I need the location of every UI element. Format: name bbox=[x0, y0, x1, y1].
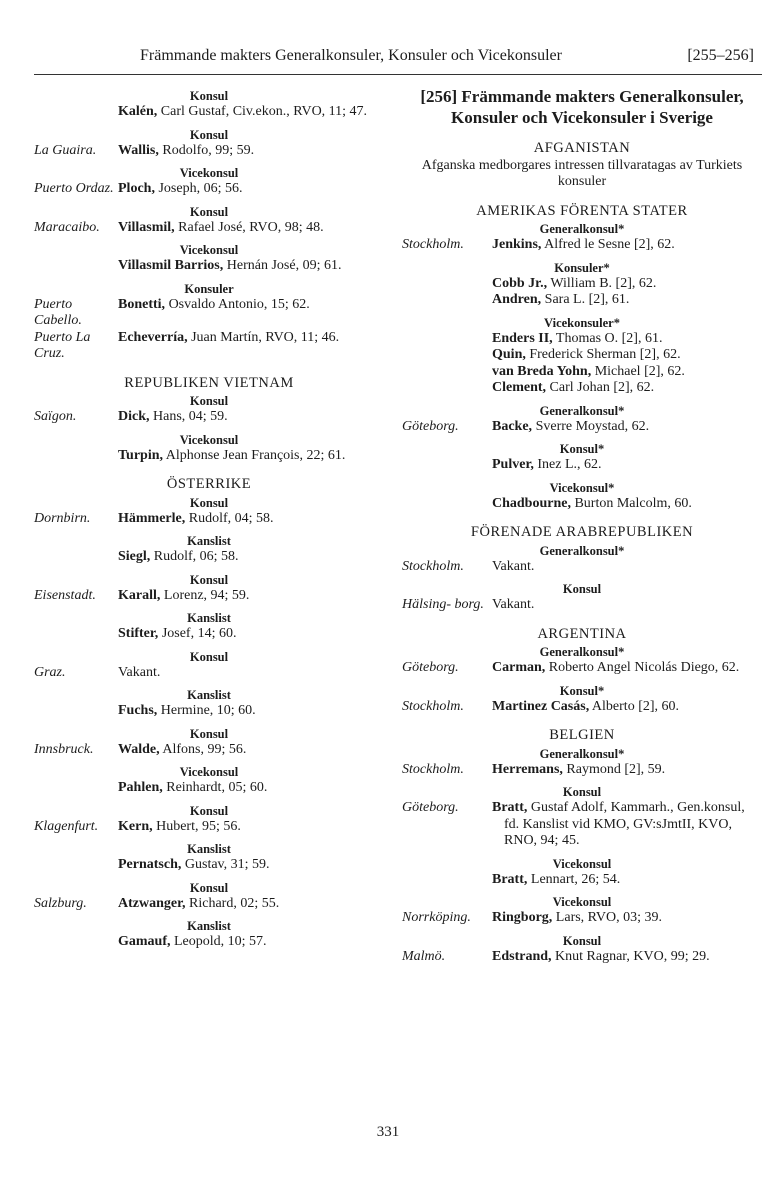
person-line bbox=[118, 742, 384, 759]
country-heading: ÖSTERRIKE bbox=[166, 476, 252, 492]
role-label: Konsuler bbox=[184, 281, 234, 296]
person-line bbox=[118, 258, 384, 275]
person-surname: Turpin, bbox=[118, 447, 164, 463]
right-column bbox=[402, 86, 762, 965]
person-details: Vakant. bbox=[492, 597, 535, 612]
country-heading: AMERIKAS FÖRENTA STATER bbox=[476, 202, 688, 219]
person-list bbox=[492, 237, 762, 254]
person-list bbox=[492, 910, 762, 927]
role-label: Vicekonsul bbox=[179, 765, 239, 779]
person-list bbox=[118, 934, 384, 951]
left-column bbox=[34, 86, 384, 951]
person-list bbox=[118, 409, 384, 426]
role-label: Vicekonsuler* bbox=[544, 315, 620, 330]
person-surname: Wallis, bbox=[118, 142, 159, 158]
country-heading: FÖRENADE ARABREPUBLIKEN bbox=[470, 524, 694, 540]
place-name: Salzburg. bbox=[34, 895, 87, 911]
directory-entry bbox=[34, 104, 384, 121]
person-list bbox=[492, 331, 762, 397]
role-label: Konsul bbox=[189, 572, 229, 587]
person-details: Osvaldo Antonio, 15; 62. bbox=[165, 296, 310, 312]
person-surname: Enders II, bbox=[492, 330, 553, 346]
directory-entry bbox=[34, 819, 384, 836]
person-list bbox=[118, 511, 384, 528]
person-details: Sara L. [2], 61. bbox=[541, 292, 630, 307]
directory-entry bbox=[34, 258, 384, 275]
person-list bbox=[118, 220, 384, 237]
person-surname: Villasmil, bbox=[118, 219, 175, 235]
directory-entry bbox=[34, 330, 384, 363]
person-line bbox=[118, 297, 384, 314]
role-label: Kanslist bbox=[187, 534, 231, 548]
person-list bbox=[492, 800, 762, 850]
role-label: Konsul bbox=[562, 785, 602, 799]
place-name: Göteborg. bbox=[402, 418, 459, 434]
place-name: Stockholm. bbox=[402, 761, 464, 777]
person-details: Carl Johan [2], 62. bbox=[546, 380, 655, 395]
person-details: Vakant. bbox=[492, 558, 535, 574]
person-list bbox=[492, 559, 762, 576]
place-name: Göteborg. bbox=[402, 800, 459, 815]
person-surname: Echeverría, bbox=[118, 329, 188, 345]
person-list bbox=[118, 297, 384, 314]
person-surname: Pahlen, bbox=[118, 780, 163, 795]
person-details: Sverre Moystad, 62. bbox=[532, 418, 650, 434]
person-details: Alberto [2], 60. bbox=[589, 698, 680, 714]
directory-entry bbox=[34, 742, 384, 759]
role-label: Konsuler* bbox=[554, 260, 610, 275]
place-name: Stockholm. bbox=[402, 558, 464, 574]
person-line bbox=[492, 419, 762, 436]
role-label: Konsul* bbox=[559, 683, 605, 698]
person-surname: Fuchs, bbox=[118, 703, 158, 718]
directory-entry bbox=[402, 660, 762, 677]
person-line bbox=[492, 331, 762, 348]
role-label: Konsul bbox=[189, 394, 229, 408]
person-line bbox=[492, 559, 762, 576]
role-label: Konsul bbox=[189, 726, 229, 741]
person-details: Hernán José, 09; 61. bbox=[223, 258, 342, 273]
person-list bbox=[492, 419, 762, 436]
person-details: Frederick Sherman [2], 62. bbox=[525, 347, 681, 362]
person-surname: Siegl, bbox=[118, 549, 151, 564]
person-details: Rudolf, 06; 58. bbox=[150, 549, 239, 564]
role-label: Generalkonsul* bbox=[539, 746, 625, 761]
person-details: Hermine, 10; 60. bbox=[157, 703, 256, 718]
country-heading: AFGANISTAN bbox=[533, 140, 631, 156]
person-line bbox=[118, 857, 384, 874]
person-surname: Bratt, bbox=[492, 800, 528, 815]
person-line bbox=[118, 588, 384, 605]
person-line bbox=[492, 364, 762, 381]
place-name: Eisenstadt. bbox=[34, 587, 96, 603]
person-surname: Jenkins, bbox=[492, 237, 542, 252]
person-surname: Atzwanger, bbox=[118, 895, 186, 911]
person-list bbox=[118, 819, 384, 836]
person-list bbox=[118, 104, 384, 121]
person-line bbox=[118, 104, 384, 121]
person-list bbox=[492, 496, 762, 513]
person-list bbox=[118, 448, 384, 465]
person-list bbox=[118, 143, 384, 160]
person-details: Lennart, 26; 54. bbox=[527, 871, 621, 887]
person-list bbox=[492, 660, 762, 677]
directory-entry bbox=[34, 448, 384, 465]
person-details: Joseph, 06; 56. bbox=[154, 181, 243, 196]
directory-entry bbox=[34, 549, 384, 566]
country-heading: ARGENTINA bbox=[537, 625, 627, 642]
person-line bbox=[118, 448, 384, 465]
person-list bbox=[492, 597, 762, 614]
person-surname: Herremans, bbox=[492, 761, 563, 777]
person-line bbox=[118, 819, 384, 836]
person-details: Hubert, 95; 56. bbox=[152, 818, 241, 834]
person-line bbox=[118, 511, 384, 528]
person-list bbox=[118, 588, 384, 605]
person-surname: Bratt, bbox=[492, 871, 528, 887]
place-name: Stockholm. bbox=[402, 237, 464, 252]
directory-entry bbox=[402, 597, 762, 614]
person-details: Inez L., 62. bbox=[533, 457, 602, 472]
person-line bbox=[118, 780, 384, 797]
person-list bbox=[118, 181, 384, 198]
person-line bbox=[492, 762, 762, 779]
role-label: Konsul bbox=[562, 582, 602, 596]
person-line bbox=[118, 934, 384, 951]
role-label: Vicekonsul bbox=[179, 243, 239, 257]
person-surname: Backe, bbox=[492, 418, 533, 434]
person-line bbox=[492, 457, 762, 474]
directory-entry bbox=[402, 762, 762, 779]
person-line bbox=[118, 220, 384, 237]
directory-entry bbox=[34, 409, 384, 426]
role-label: Kanslist bbox=[187, 842, 231, 856]
place-name: Maracaibo. bbox=[34, 219, 100, 235]
role-label: Konsul bbox=[189, 649, 229, 664]
running-header bbox=[140, 48, 760, 72]
person-surname: Clement, bbox=[492, 380, 547, 395]
directory-entry bbox=[34, 588, 384, 605]
place-name: Puerto Ordaz. bbox=[34, 181, 114, 196]
person-surname: Villasmil Barrios, bbox=[118, 258, 224, 273]
section-title: [256] Främmande makters Generalkonsuler, Konsuler och Vicekonsuler i Sverige bbox=[420, 87, 744, 127]
person-line bbox=[492, 237, 762, 254]
person-details: Raymond [2], 59. bbox=[562, 761, 666, 777]
directory-entry bbox=[402, 559, 762, 576]
person-surname: Stifter, bbox=[118, 626, 159, 641]
directory-entry bbox=[402, 949, 762, 966]
right-column-entries bbox=[402, 140, 762, 965]
role-label: Konsul bbox=[189, 127, 229, 142]
person-surname: Gamauf, bbox=[118, 934, 171, 949]
header-rule bbox=[34, 74, 762, 75]
person-details: Lorenz, 94; 59. bbox=[160, 587, 250, 603]
directory-entry bbox=[34, 626, 384, 643]
role-label: Kanslist bbox=[187, 688, 231, 702]
place-name: Puerto Cabello. bbox=[34, 296, 82, 328]
place-name: Dornbirn. bbox=[34, 510, 91, 526]
person-line bbox=[492, 660, 762, 677]
person-line bbox=[118, 665, 384, 682]
person-surname: Quin, bbox=[492, 347, 526, 362]
person-details: Reinhardt, 05; 60. bbox=[162, 780, 268, 795]
person-list bbox=[118, 896, 384, 913]
directory-entry bbox=[402, 800, 762, 850]
person-details: Lars, RVO, 03; 39. bbox=[552, 910, 662, 925]
person-line bbox=[492, 380, 762, 397]
person-details: Rudolf, 04; 58. bbox=[185, 510, 274, 526]
role-label: Konsul bbox=[189, 89, 229, 103]
intro-text: Afganska medborgares intressen tillvaratagas av Turkiets konsuler bbox=[421, 157, 743, 189]
person-surname: Cobb Jr., bbox=[492, 275, 548, 291]
role-label: Konsul bbox=[189, 803, 229, 818]
person-surname: Hämmerle, bbox=[118, 510, 186, 526]
country-heading: REPUBLIKEN VIETNAM bbox=[124, 374, 294, 391]
person-details: Vakant. bbox=[118, 664, 161, 680]
directory-entry bbox=[34, 780, 384, 797]
person-surname: Andren, bbox=[492, 292, 542, 307]
person-line bbox=[118, 896, 384, 913]
person-list bbox=[492, 762, 762, 779]
person-line bbox=[492, 276, 762, 293]
person-details: Alfred le Sesne [2], 62. bbox=[541, 237, 675, 252]
role-label: Konsul bbox=[189, 880, 229, 895]
person-list bbox=[492, 276, 762, 309]
person-list bbox=[118, 330, 384, 347]
role-label: Vicekonsul bbox=[552, 895, 612, 909]
person-line bbox=[492, 910, 762, 927]
person-details: Michael [2], 62. bbox=[591, 363, 685, 379]
person-list bbox=[118, 780, 384, 797]
person-list bbox=[118, 626, 384, 643]
person-line bbox=[118, 703, 384, 720]
directory-entry bbox=[402, 331, 762, 397]
directory-entry bbox=[34, 297, 384, 330]
person-list bbox=[492, 457, 762, 474]
role-label: Generalkonsul* bbox=[539, 403, 625, 418]
header-title: Främmande makters Generalkonsuler, Konsuler och Vicekonsuler bbox=[140, 47, 562, 64]
place-name: Göteborg. bbox=[402, 660, 459, 675]
person-details: Alphonse Jean François, 22; 61. bbox=[163, 447, 346, 463]
directory-entry bbox=[402, 419, 762, 436]
country-heading: BELGIEN bbox=[549, 727, 615, 743]
place-name: Saïgon. bbox=[34, 409, 77, 424]
person-list bbox=[118, 703, 384, 720]
directory-entry bbox=[34, 220, 384, 237]
person-line bbox=[118, 549, 384, 566]
directory-entry bbox=[402, 910, 762, 927]
person-surname: van Breda Yohn, bbox=[492, 363, 592, 379]
person-details: Alfons, 99; 56. bbox=[159, 741, 247, 757]
person-list bbox=[492, 949, 762, 966]
role-label: Konsul bbox=[562, 933, 602, 948]
person-list bbox=[118, 258, 384, 275]
person-line bbox=[118, 330, 384, 347]
person-list bbox=[118, 742, 384, 759]
person-line bbox=[118, 626, 384, 643]
role-label: Konsul bbox=[189, 204, 229, 219]
person-details: Knut Ragnar, KVO, 99; 29. bbox=[551, 948, 710, 964]
person-line bbox=[492, 292, 762, 309]
person-list bbox=[492, 872, 762, 889]
person-line bbox=[118, 143, 384, 160]
person-surname: Ploch, bbox=[118, 181, 155, 196]
person-details: Carl Gustaf, Civ.ekon., RVO, 11; 47. bbox=[157, 104, 368, 119]
person-surname: Ringborg, bbox=[492, 910, 553, 925]
directory-entry bbox=[402, 276, 762, 309]
role-label: Generalkonsul* bbox=[539, 543, 625, 558]
directory-entry bbox=[402, 496, 762, 513]
person-surname: Carman, bbox=[492, 660, 546, 675]
directory-entry bbox=[34, 703, 384, 720]
directory-entry bbox=[34, 934, 384, 951]
role-label: Generalkonsul* bbox=[539, 222, 625, 236]
person-surname: Martinez Casás, bbox=[492, 698, 590, 714]
place-name: Graz. bbox=[34, 664, 66, 680]
place-name: La Guaira. bbox=[34, 142, 97, 158]
person-line bbox=[492, 496, 762, 513]
person-line bbox=[492, 872, 762, 889]
place-name: Innsbruck. bbox=[34, 741, 94, 757]
role-label: Vicekonsul bbox=[179, 166, 239, 180]
person-details: Roberto Angel Nicolás Diego, 62. bbox=[545, 660, 740, 675]
person-line bbox=[492, 597, 762, 614]
place-name: Puerto La Cruz. bbox=[34, 329, 91, 361]
role-label: Generalkonsul* bbox=[539, 645, 625, 659]
person-surname: Pernatsch, bbox=[118, 857, 182, 872]
person-details: Burton Malcolm, 60. bbox=[570, 495, 692, 511]
person-line bbox=[492, 699, 762, 716]
person-list bbox=[492, 699, 762, 716]
role-label: Vicekonsul bbox=[552, 856, 612, 871]
person-details: Josef, 14; 60. bbox=[158, 626, 237, 641]
role-label: Konsul bbox=[189, 495, 229, 510]
person-surname: Bonetti, bbox=[118, 296, 166, 312]
person-details: Richard, 02; 55. bbox=[185, 895, 280, 911]
person-details: Rafael José, RVO, 98; 48. bbox=[174, 219, 324, 235]
person-details: Leopold, 10; 57. bbox=[170, 934, 267, 949]
person-line bbox=[118, 181, 384, 198]
place-name: Stockholm. bbox=[402, 698, 464, 714]
person-line bbox=[492, 949, 762, 966]
directory-entry bbox=[402, 872, 762, 889]
place-name: Hälsing- borg. bbox=[402, 597, 484, 612]
person-surname: Chadbourne, bbox=[492, 495, 571, 511]
person-details: Juan Martín, RVO, 11; 46. bbox=[187, 329, 340, 345]
directory-entry bbox=[34, 857, 384, 874]
role-label: Kanslist bbox=[187, 919, 231, 933]
directory-entry bbox=[34, 511, 384, 528]
directory-entry bbox=[34, 665, 384, 682]
directory-entry bbox=[34, 896, 384, 913]
place-name: Norrköping. bbox=[402, 910, 471, 925]
role-label: Kanslist bbox=[187, 611, 231, 625]
person-details: Hans, 04; 59. bbox=[149, 409, 228, 424]
person-details: Rodolfo, 99; 59. bbox=[158, 142, 255, 158]
person-details: Gustaf Adolf, Kammarh., Gen.konsul, fd. Kanslist vid KMO, GV:sJmtII, KVO, RNO, 94; 45. bbox=[504, 800, 745, 848]
person-line bbox=[492, 347, 762, 364]
person-details: Thomas O. [2], 61. bbox=[552, 330, 663, 346]
person-surname: Walde, bbox=[118, 741, 160, 757]
directory-entry bbox=[402, 699, 762, 716]
directory-entry bbox=[34, 181, 384, 198]
person-details: William B. [2], 62. bbox=[547, 275, 657, 291]
person-surname: Pulver, bbox=[492, 457, 534, 472]
person-surname: Dick, bbox=[118, 409, 150, 424]
person-list bbox=[118, 549, 384, 566]
person-line bbox=[118, 409, 384, 426]
person-surname: Edstrand, bbox=[492, 948, 552, 964]
person-surname: Kalén, bbox=[118, 104, 158, 119]
role-label: Konsul* bbox=[559, 442, 605, 456]
role-label: Vicekonsul bbox=[179, 432, 239, 447]
role-label: Vicekonsul* bbox=[549, 480, 615, 495]
person-surname: Kern, bbox=[118, 818, 153, 834]
person-surname: Karall, bbox=[118, 587, 161, 603]
place-name: Malmö. bbox=[402, 948, 446, 964]
person-list bbox=[118, 857, 384, 874]
person-details: Gustav, 31; 59. bbox=[181, 857, 270, 872]
directory-entry bbox=[34, 143, 384, 160]
person-line bbox=[492, 800, 762, 850]
directory-entry bbox=[402, 457, 762, 474]
place-name: Klagenfurt. bbox=[34, 818, 99, 834]
page-number: 331 bbox=[376, 1124, 400, 1140]
header-section-ref: [255–256] bbox=[687, 47, 754, 64]
person-list bbox=[118, 665, 384, 682]
directory-entry bbox=[402, 237, 762, 254]
